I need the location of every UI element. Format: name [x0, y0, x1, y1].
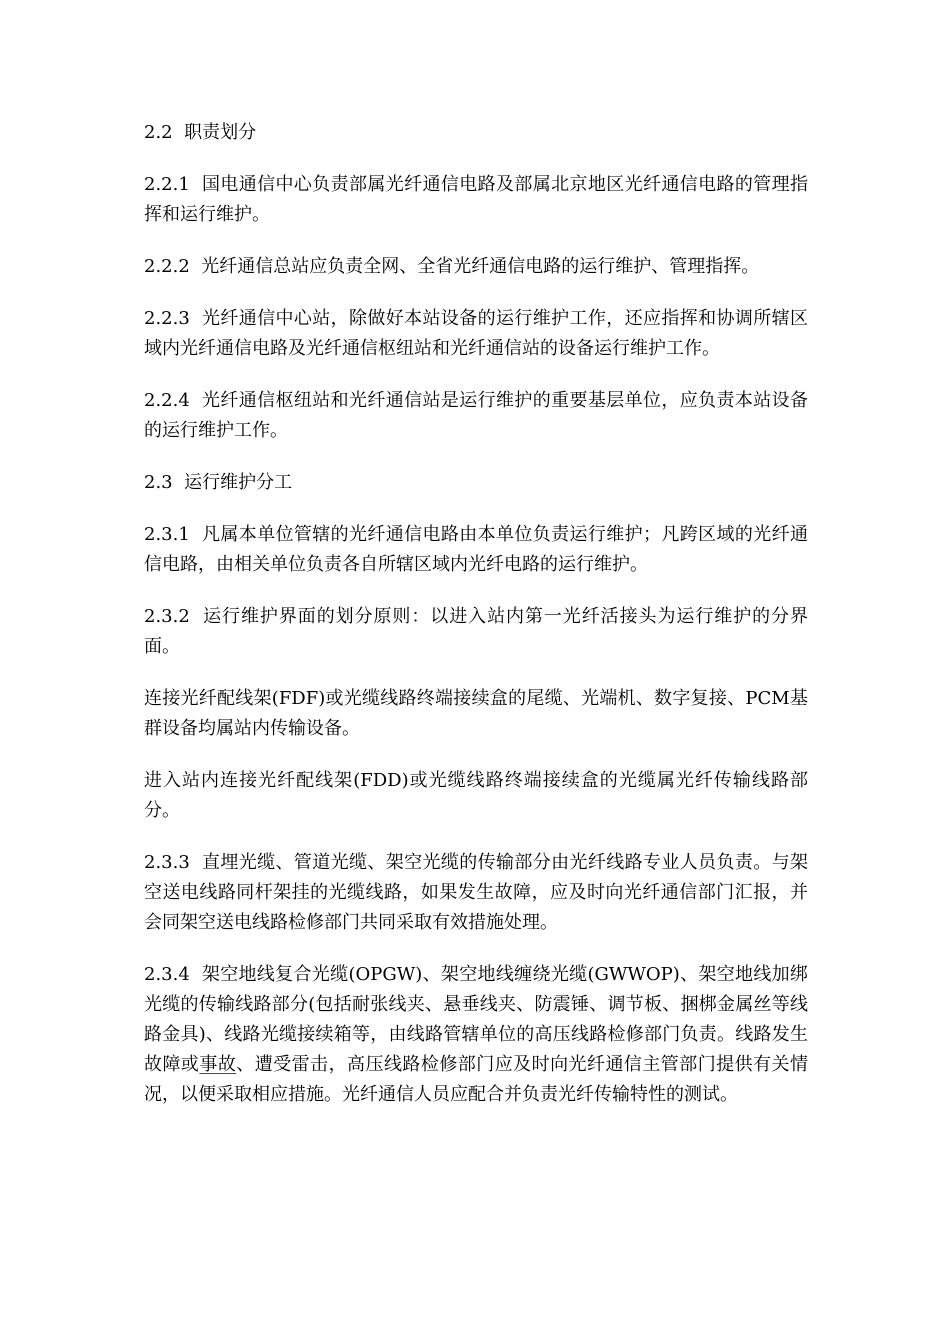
section-heading: 2.3 运行维护分工 — [144, 472, 293, 493]
paragraph: 2.2.4 光纤通信枢纽站和光纤通信站是运行维护的重要基层单位，应负责本站设备的运行维护工作。 — [144, 390, 808, 441]
paragraph: 连接光纤配线架(FDF)或光缆线路终端接续盒的尾缆、光端机、数字复接、PCM基群设备均属站内传输设备。 — [144, 688, 808, 739]
section-heading: 2.2 职责划分 — [144, 122, 257, 143]
paragraph: 进入站内连接光纤配线架(FDD)或光缆线路终端接续盒的光缆属光纤传输线路部分。 — [144, 770, 808, 821]
paragraph-text-before-link: 2.3.4 架空地线复合光缆(OPGW)、架空地线缠绕光缆(GWWOP)、架空地线加绑光缆的传输线路部分(包括耐张线夹、悬垂线夹、防震锤、调节板、捆梆金属丝等线路金具)、线路光缆接续箱等，由线路管辖单位的高压线路检修部门负责。线路发生故障或 — [144, 964, 808, 1075]
paragraph: 2.2.2 光纤通信总站应负责全网、全省光纤通信电路的运行维护、管理指挥。 — [144, 256, 760, 277]
accident-link[interactable]: 事故 — [199, 1054, 237, 1075]
paragraph: 2.3.2 运行维护界面的划分原则：以进入站内第一光纤活接头为运行维护的分界面。 — [144, 606, 808, 657]
paragraph-last — [144, 960, 808, 1110]
paragraph: 2.2.1 国电通信中心负责部属光纤通信电路及部属北京地区光纤通信电路的管理指挥和运行维护。 — [144, 174, 808, 225]
paragraph: 2.2.3 光纤通信中心站，除做好本站设备的运行维护工作，还应指挥和协调所辖区域内光纤通信电路及光纤通信枢纽站和光纤通信站的设备运行维护工作。 — [144, 308, 808, 359]
document-page — [144, 118, 808, 1132]
paragraph: 2.3.3 直埋光缆、管道光缆、架空光缆的传输部分由光纤线路专业人员负责。与架空送电线路同杆架挂的光缆线路，如果发生故障，应及时向光纤通信部门汇报，并会同架空送电线路检修部门共同采取有效措施处理。 — [144, 852, 808, 933]
paragraph: 2.3.1 凡属本单位管辖的光纤通信电路由本单位负责运行维护；凡跨区域的光纤通信电路，由相关单位负责各自所辖区域内光纤电路的运行维护。 — [144, 524, 808, 575]
paragraph-text-after-link: 、遭受雷击，高压线路检修部门应及时向光纤通信主管部门提供有关情况，以便采取相应措施。光纤通信人员应配合并负责光纤传输特性的测试。 — [144, 1054, 809, 1105]
